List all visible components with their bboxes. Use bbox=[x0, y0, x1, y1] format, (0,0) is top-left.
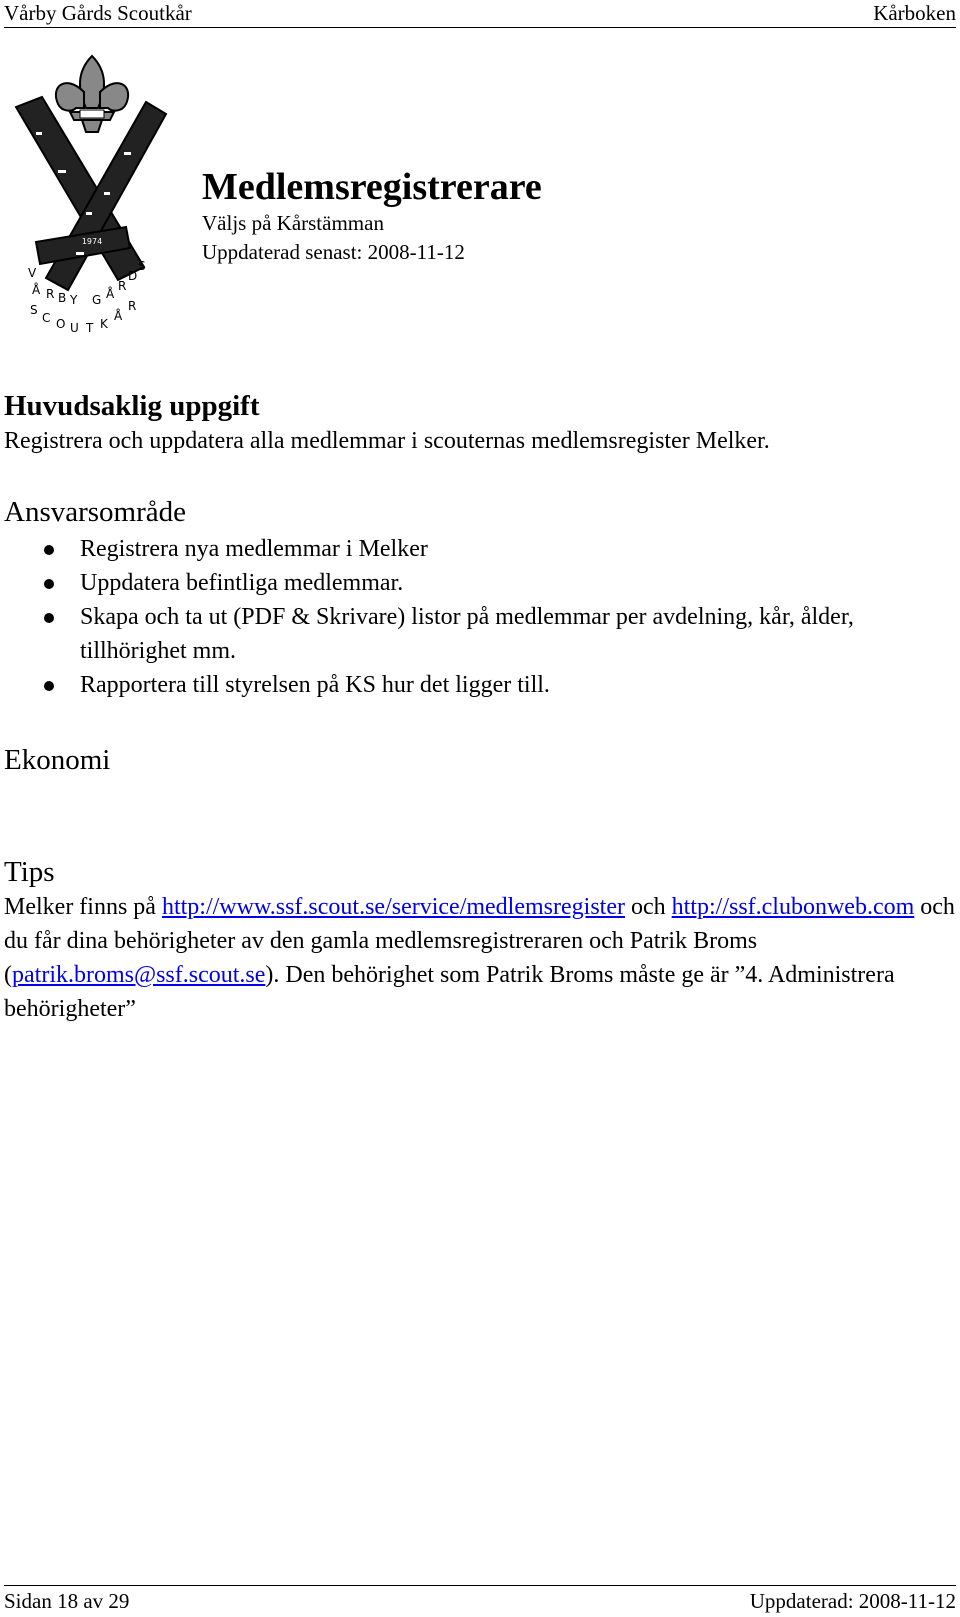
section-huvudsaklig bbox=[4, 388, 956, 458]
svg-text:U: U bbox=[70, 321, 79, 335]
tips-text-part: Melker finns på bbox=[4, 894, 162, 920]
section-ekonomi bbox=[4, 742, 956, 778]
svg-text:Y: Y bbox=[70, 293, 78, 307]
list-item-text: Registrera nya medlemmar i Melker bbox=[80, 536, 428, 562]
header-document-title: Kårboken bbox=[873, 1, 956, 25]
list-item-text: Rapportera till styrelsen på KS hur det ligger till. bbox=[80, 672, 550, 698]
list-item-text: Skapa och ta ut (PDF & Skrivare) listor på medlemmar per avdelning, kår, ålder, tillhörighet mm. bbox=[80, 604, 854, 664]
svg-text:G: G bbox=[92, 293, 102, 307]
title-line-updated: Uppdaterad senast: 2008-11-12 bbox=[202, 240, 465, 264]
section-ansvar bbox=[4, 494, 956, 702]
title-line-elected: Väljs på Kårstämman bbox=[202, 211, 384, 235]
heading-ansvar: Ansvarsområde bbox=[4, 496, 187, 528]
page-footer bbox=[4, 1585, 956, 1616]
svg-text:O: O bbox=[56, 317, 66, 331]
svg-text:V: V bbox=[28, 266, 37, 280]
tips-text-part: och du får dina behörigheter av den gamla medlemsregistreraren och Patrik Broms ( bbox=[4, 894, 955, 988]
list-item bbox=[4, 600, 956, 668]
bullet-icon bbox=[44, 681, 54, 691]
svg-text:B: B bbox=[58, 291, 67, 305]
svg-text:C: C bbox=[42, 311, 51, 325]
svg-text:D: D bbox=[128, 269, 138, 283]
svg-text:R: R bbox=[128, 299, 137, 313]
list-item-text: Uppdatera befintliga medlemmar. bbox=[80, 570, 404, 596]
svg-text:Å: Å bbox=[106, 287, 115, 301]
huvudsaklig-text: Registrera och uppdatera alla medlemmar i scouternas medlemsregister Melker. bbox=[4, 428, 770, 454]
footer-updated: Uppdaterad: 2008-11-12 bbox=[749, 1589, 956, 1613]
heading-tips: Tips bbox=[4, 856, 55, 888]
tips-text bbox=[4, 890, 956, 1026]
list-item bbox=[4, 532, 956, 566]
header-organization: Vårby Gårds Scoutkår bbox=[4, 1, 192, 25]
scout-emblem-icon bbox=[6, 52, 178, 344]
svg-text:Å: Å bbox=[114, 309, 123, 323]
svg-text:K: K bbox=[100, 317, 108, 331]
bullet-icon bbox=[44, 613, 54, 623]
section-tips bbox=[4, 854, 956, 1026]
svg-text:R: R bbox=[46, 287, 55, 301]
heading-ekonomi: Ekonomi bbox=[4, 744, 111, 776]
tips-text-part: ). Den behörighet som Patrik Broms måste ge är ”4. Administrera behörigheter” bbox=[4, 962, 895, 1022]
bullet-icon bbox=[44, 579, 54, 589]
bullet-icon bbox=[44, 545, 54, 555]
svg-text:Å: Å bbox=[32, 283, 41, 297]
page-header bbox=[4, 0, 956, 28]
list-item bbox=[4, 566, 956, 600]
svg-text:S: S bbox=[138, 259, 146, 273]
svg-text:1974: 1974 bbox=[81, 237, 103, 246]
clubonweb-link[interactable]: http://ssf.clubonweb.com bbox=[671, 894, 915, 920]
melker-link[interactable]: http://www.ssf.scout.se/service/medlemsregister bbox=[161, 894, 625, 920]
svg-text:S: S bbox=[30, 303, 38, 317]
footer-page-number: Sidan 18 av 29 bbox=[4, 1589, 130, 1613]
heading-huvudsaklig: Huvudsaklig uppgift bbox=[4, 390, 260, 422]
ansvar-list bbox=[4, 532, 956, 702]
title-block bbox=[202, 165, 542, 267]
email-link[interactable]: patrik.broms@ssf.scout.se bbox=[12, 962, 266, 988]
page-title: Medlemsregistrerare bbox=[202, 166, 542, 208]
list-item bbox=[4, 668, 956, 702]
svg-text:R: R bbox=[118, 279, 127, 293]
svg-text:T: T bbox=[86, 321, 94, 335]
page-content bbox=[4, 388, 956, 1026]
tips-text-part: och bbox=[624, 894, 672, 920]
